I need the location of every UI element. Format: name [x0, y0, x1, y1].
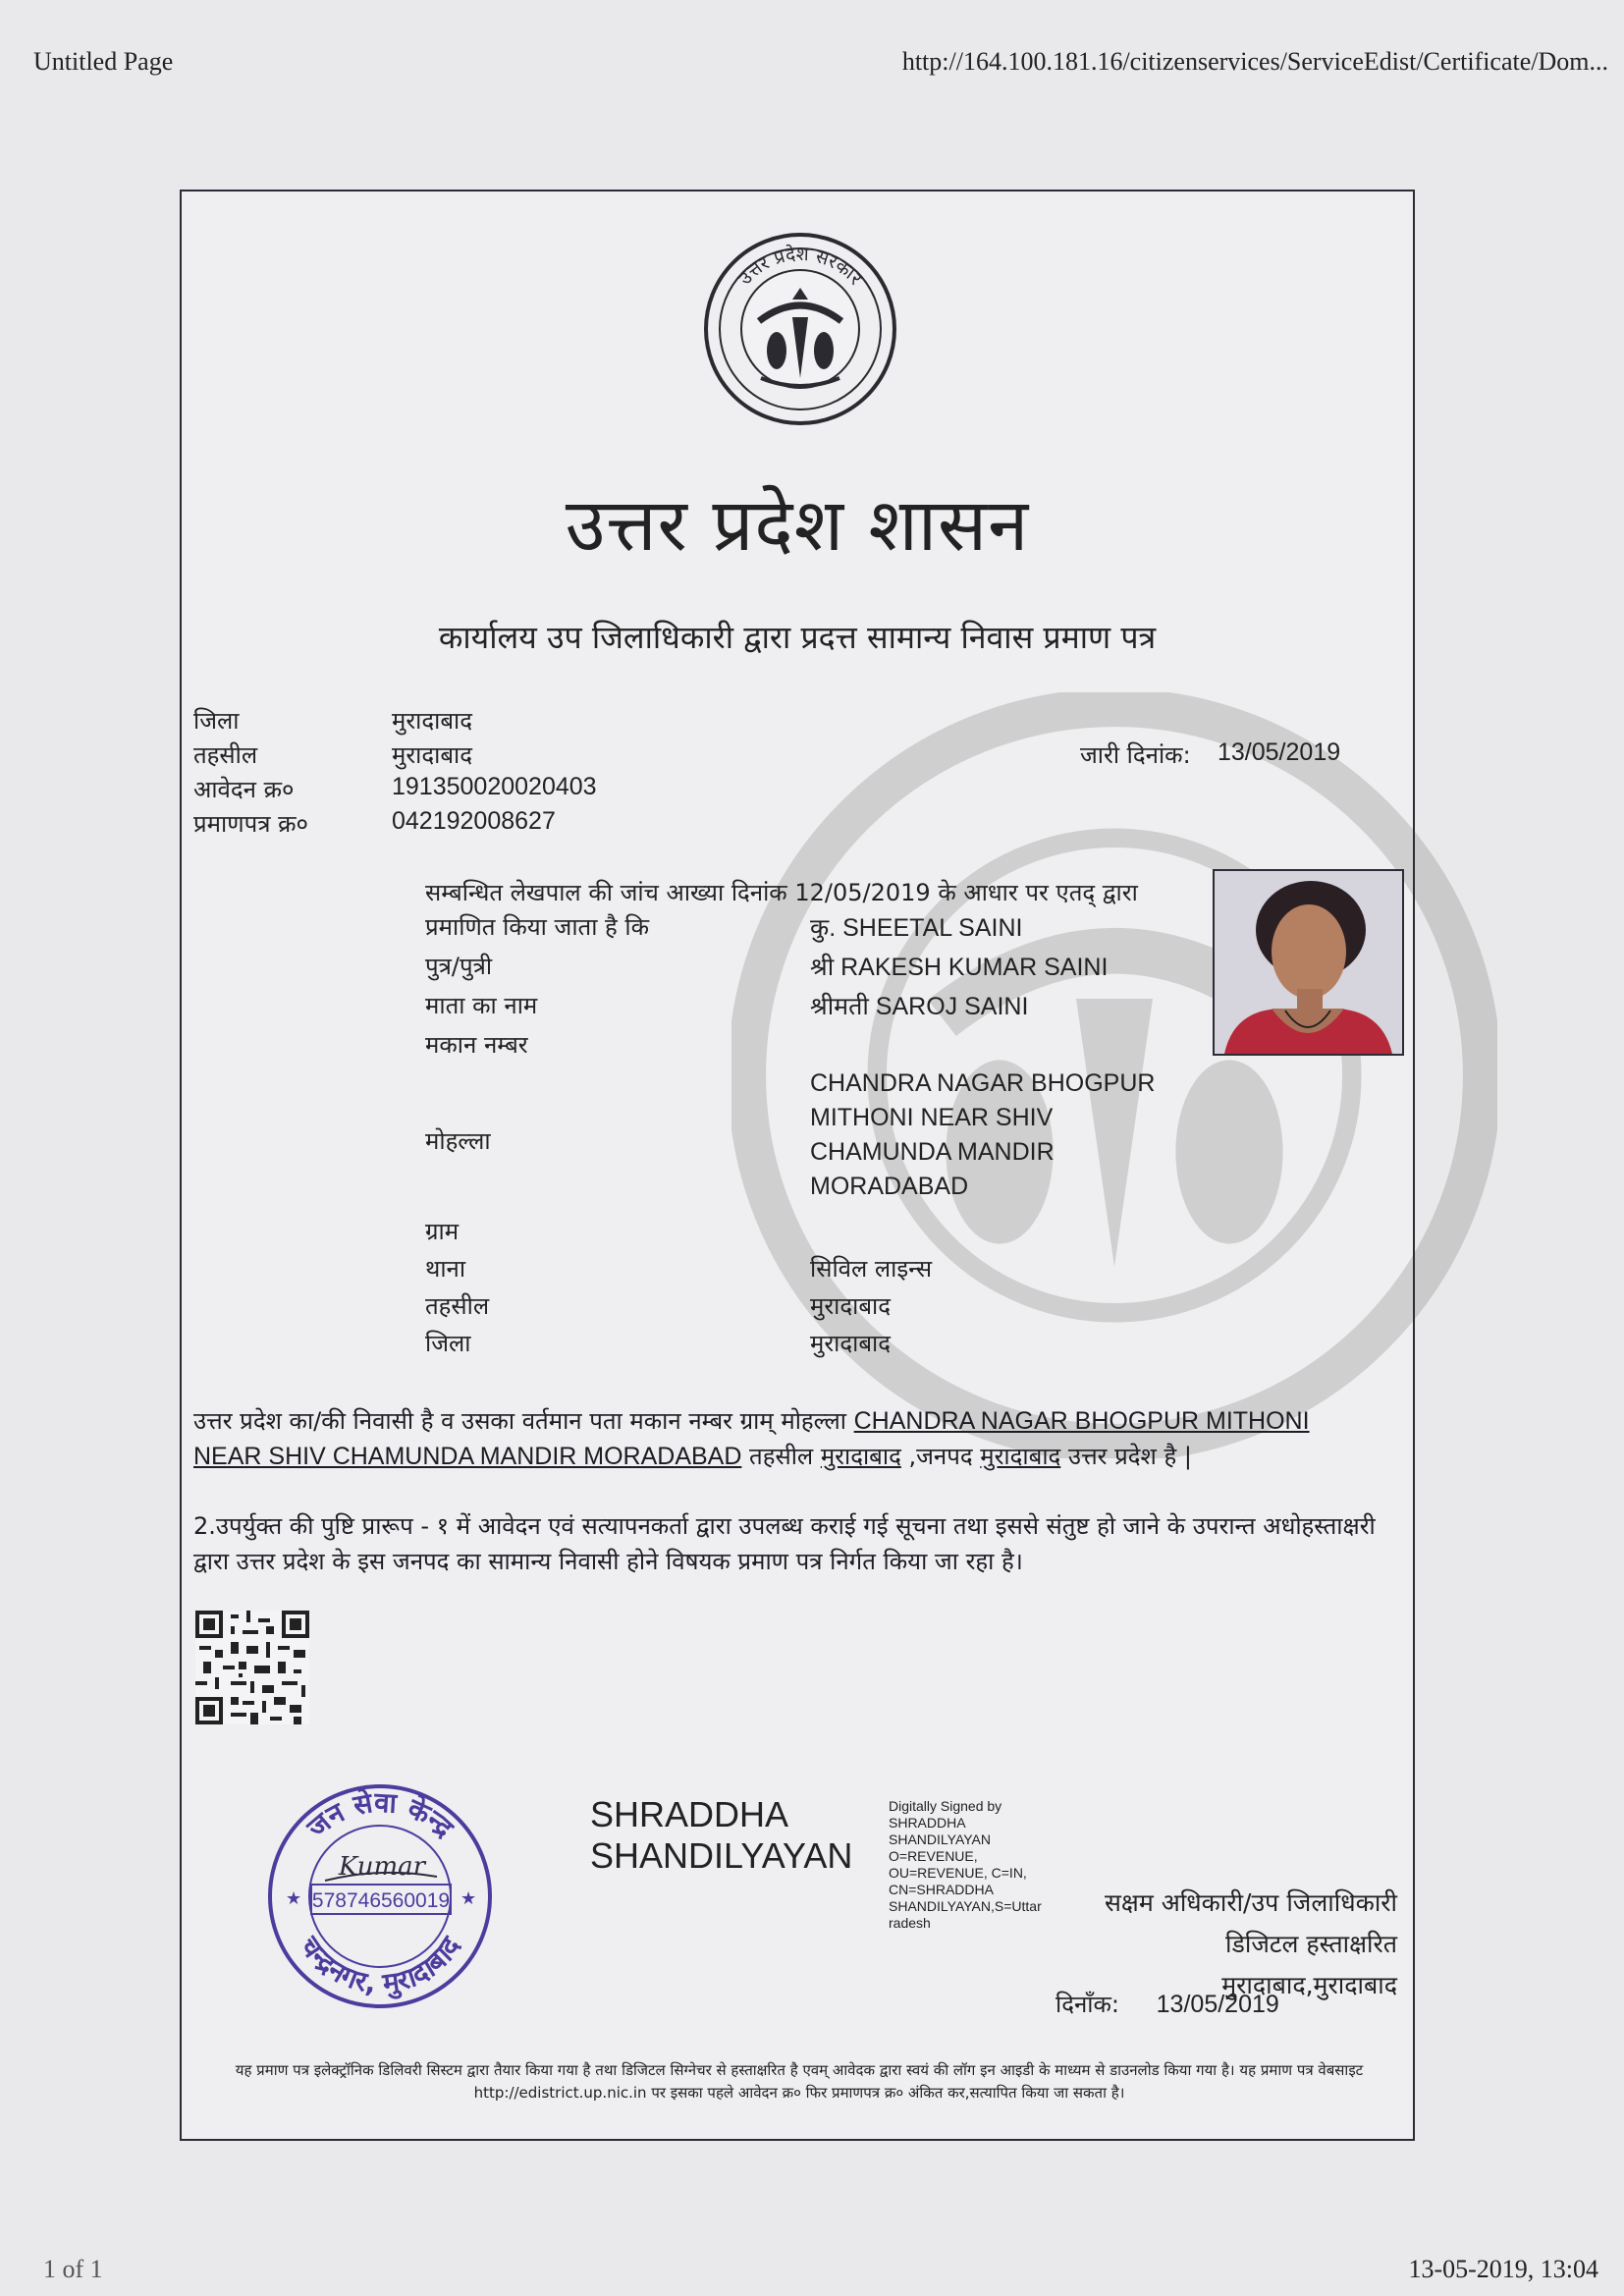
- mohalla-line-2: MITHONI NEAR SHIV: [810, 1104, 1054, 1131]
- dsig-line: O=REVENUE,: [889, 1848, 978, 1864]
- page-title: Untitled Page: [33, 47, 174, 76]
- jan-seva-kendra-stamp: [264, 1780, 496, 2012]
- police-station-label: थाना: [425, 1255, 466, 1283]
- signer-name-line-2: SHANDILYAYAN: [590, 1835, 853, 1876]
- svg-text:उत्तर प्रदेश सरकार: उत्तर प्रदेश सरकार: [733, 243, 867, 290]
- residence-paragraph: [193, 1403, 1381, 1474]
- tehsil-label-2: तहसील: [425, 1292, 490, 1320]
- signer-name-line-1: SHRADDHA: [590, 1794, 789, 1834]
- applicant-photo-image: [1215, 871, 1402, 1054]
- para1-text-c: ,जनपद: [908, 1443, 973, 1470]
- page-url: http://164.100.181.16/citizenservices/ServiceEdist/Certificate/Dom...: [901, 47, 1608, 76]
- dsig-line: OU=REVENUE, C=IN,: [889, 1865, 1027, 1881]
- print-datetime: 13-05-2019, 13:04: [1408, 2255, 1598, 2283]
- father-name: श्री RAKESH KUMAR SAINI: [810, 954, 1109, 981]
- district-value-2: मुरादाबाद: [810, 1330, 892, 1357]
- issue-date-value: 13/05/2019: [1218, 738, 1341, 766]
- officer-date: [1056, 1988, 1279, 2020]
- dsig-line: CN=SHRADDHA: [889, 1882, 994, 1897]
- applicant-photo: [1213, 869, 1404, 1056]
- confirmation-paragraph: 2.उपर्युक्त की पुष्टि प्रारूप - १ में आवेदन एवं सत्यापनकर्ता द्वारा उपलब्ध कराई गई सूचना तथा इससे संतुष्ट हो जाने के उपरान्त अधोहस्ताक्षरी द्वारा उत्तर प्रदेश के इस जनपद का सामान्य निवासी होने विषयक प्रमाण पत्र निर्गत किया जा रहा है।: [193, 1512, 1376, 1575]
- house-number-label: मकान नम्बर: [425, 1031, 528, 1059]
- mohalla-line-4: MORADABAD: [810, 1173, 969, 1200]
- up-government-emblem: [702, 231, 898, 427]
- certificate-subtitle: कार्यालय उप जिलाधिकारी द्वारा प्रदत्त सामान्य निवास प्रमाण पत्र: [438, 619, 1157, 656]
- dsig-line: radesh: [889, 1915, 931, 1931]
- mother-label: माता का नाम: [425, 992, 538, 1019]
- svg-text:जन सेवा केन्द्र: जन सेवा केन्द्र: [300, 1785, 460, 1844]
- dsig-line: SHANDILYAYAN: [889, 1831, 991, 1847]
- para1-text-a: उत्तर प्रदेश का/की निवासी है व उसका वर्तमान पता मकान नम्बर ग्राम् मोहल्ला: [193, 1407, 846, 1435]
- district-label: जिला: [193, 707, 240, 735]
- stamp-number: 578746560019: [311, 1889, 451, 1912]
- svg-text:★: ★: [460, 1888, 477, 1909]
- dsig-line: SHRADDHA: [889, 1815, 966, 1831]
- officer-date-label: दिनाँक:: [1056, 1991, 1120, 2018]
- para1-text-d: उत्तर प्रदेश है |: [1067, 1443, 1192, 1470]
- digital-signature-block: [889, 1798, 1046, 1932]
- signer-name: [590, 1794, 852, 1877]
- qr-code: [195, 1611, 309, 1724]
- applicant-name: कु. SHEETAL SAINI: [810, 914, 1023, 942]
- page-count: 1 of 1: [43, 2255, 103, 2283]
- certificate-title: उत्तर प्रदेश शासन: [565, 483, 1030, 568]
- intro-line: सम्बन्धित लेखपाल की जांच आख्या दिनांक 12/05/2019 के आधार पर एतद् द्वारा: [425, 879, 1138, 906]
- stamp-signature: Kumar: [338, 1852, 426, 1882]
- svg-text:चन्द्रनगर, मुरादाबाद: चन्द्रनगर, मुरादाबाद: [293, 1930, 467, 2000]
- application-number-value: 191350020020403: [392, 773, 597, 800]
- district-label-2: जिला: [425, 1330, 471, 1357]
- tehsil-label: तहसील: [193, 741, 258, 769]
- certified-label: प्रमाणित किया जाता है कि: [425, 913, 650, 941]
- para1-address: CHANDRA NAGAR BHOGPUR MITHONI NEAR SHIV CHAMUNDA MANDIR MORADABAD: [193, 1407, 1310, 1470]
- police-station-value: सिविल लाइन्स: [810, 1255, 933, 1283]
- issue-date-label: जारी दिनांक:: [1080, 741, 1191, 769]
- certificate-number-label: प्रमाणपत्र क्र०: [193, 810, 308, 838]
- officer-location: मुरादाबाद,मुरादाबाद: [1221, 1971, 1397, 1999]
- tehsil-value: मुरादाबाद: [392, 741, 473, 769]
- mohalla-line-3: CHAMUNDA MANDIR: [810, 1138, 1055, 1166]
- svg-text:★: ★: [286, 1888, 302, 1909]
- certificate: [180, 190, 1415, 2141]
- officer-title: सक्षम अधिकारी/उप जिलाधिकारी: [1105, 1888, 1397, 1917]
- para1-tehsil: मुरादाबाद: [820, 1443, 901, 1470]
- mother-name: श्रीमती SAROJ SAINI: [810, 993, 1029, 1020]
- certificate-number-value: 042192008627: [392, 807, 556, 835]
- dsig-line: Digitally Signed by: [889, 1798, 1002, 1814]
- application-number-label: आवेदन क्र०: [193, 776, 295, 803]
- officer-date-value: 13/05/2019: [1156, 1991, 1279, 2018]
- dsig-line: SHANDILYAYAN,S=Uttar: [889, 1898, 1042, 1914]
- officer-sign-type: डिजिटल हस्ताक्षरित: [1225, 1930, 1397, 1958]
- tehsil-value-2: मुरादाबाद: [810, 1292, 892, 1320]
- district-value: मुरादाबाद: [392, 707, 473, 735]
- parent-label: पुत्र/पुत्री: [425, 953, 493, 980]
- verification-footnote: यह प्रमाण पत्र इलेक्ट्रॉनिक डिलिवरी सिस्टम द्वारा तैयार किया गया है तथा डिजिटल सिग्नेचर से हस्ताक्षरित है एवम् आवेदक द्वारा स्वयं की लॉग इन आइडी के माध्यम से डाउनलोड किया गया है। यह प्रमाण पत्र वेबसाइट http://edistrict.up.nic.in पर इसका पहले आवेदन क्र० फिर प्रमाणपत्र क्र० अंकित कर,सत्यापित किया जा सकता है।: [235, 2061, 1364, 2102]
- para1-text-b: तहसील: [749, 1443, 814, 1470]
- para1-district: मुरादाबाद: [980, 1443, 1061, 1470]
- mohalla-label: मोहल्ला: [425, 1127, 491, 1155]
- village-label: ग्राम: [425, 1218, 460, 1245]
- mohalla-line-1: CHANDRA NAGAR BHOGPUR: [810, 1069, 1156, 1097]
